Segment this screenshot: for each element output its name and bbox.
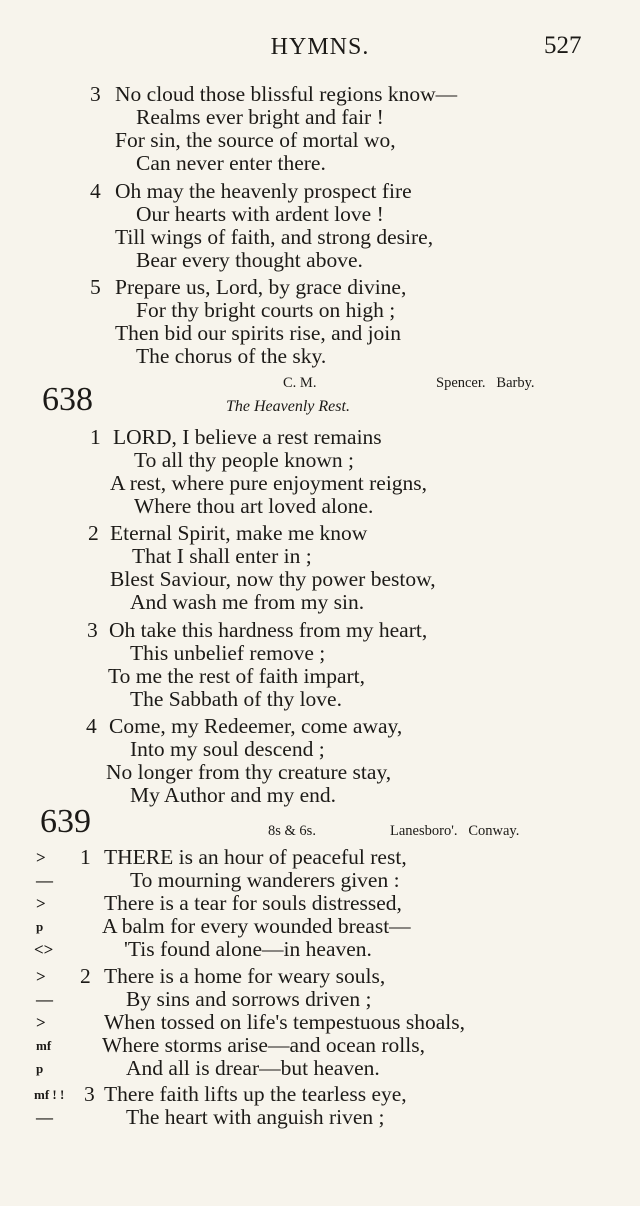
verse-line: Into my soul descend ; [130,737,325,761]
verse-line: Bear every thought above. [136,248,363,272]
verse-line: By sins and sorrows driven ; [126,987,372,1011]
dynamic-mark: > [36,848,46,867]
verse-line: Come, my Redeemer, come away, [109,714,403,738]
hymn-meter: C. M. [283,375,317,391]
verse-line: My Author and my end. [130,783,337,807]
verse-line: To me the rest of faith impart, [108,664,366,688]
hymn-meter: 8s & 6s. [268,823,316,839]
hymn-tunes: Lanesboro'. Conway. [390,823,520,839]
verse-line: Prepare us, Lord, by grace divine, [115,275,407,299]
hymn-number: 638 [42,381,93,418]
verse-line: When tossed on life's tempestuous shoals, [104,1010,465,1034]
verse-line: Our hearts with ardent love ! [136,202,384,226]
verse-number: 1 [80,845,91,869]
dynamic-mark: mf ! ! [34,1087,65,1102]
verse-line: No cloud those blissful regions know— [115,82,458,106]
verse-number: 3 [90,82,101,106]
verse-line: Where storms arise—and ocean rolls, [102,1033,425,1057]
verse-line: Realms ever bright and fair ! [136,105,384,129]
dynamic-mark: <> [34,940,54,959]
verse-line: THERE is an hour of peaceful rest, [104,845,407,869]
dynamic-mark: — [36,990,53,1009]
verse-line: There faith lifts up the tearless eye, [104,1082,407,1106]
verse-line: Where thou art loved alone. [134,494,374,518]
verse-line: Blest Saviour, now thy power bestow, [110,567,436,591]
verse-number: 2 [80,964,91,988]
dynamic-mark: p [36,1061,44,1076]
verse-number: 4 [90,179,101,203]
hymn-tunes: Spencer. Barby. [436,375,535,391]
verse-line: For sin, the source of mortal wo, [115,128,396,152]
verse-line: The heart with anguish riven ; [126,1105,385,1129]
verse-line: Till wings of faith, and strong desire, [115,225,434,249]
dynamic-mark: > [36,894,46,913]
dynamic-mark: — [36,871,53,890]
dynamic-mark: mf [36,1038,52,1053]
running-header-title: HYMNS. [270,34,370,60]
hymn-number: 639 [40,803,91,840]
verse-line: There is a tear for souls distressed, [104,891,402,915]
verse-number: 2 [88,521,99,545]
verse-line: The chorus of the sky. [136,344,327,368]
verse-line: 'Tis found alone—in heaven. [124,937,372,961]
verse-line: Oh take this hardness from my heart, [109,618,428,642]
page-number: 527 [544,32,582,59]
verse-line: To mourning wanderers given : [130,868,400,892]
dynamic-mark: > [36,967,46,986]
verse-number: 1 [90,425,101,449]
dynamic-mark: > [36,1013,46,1032]
dynamic-mark: p [36,919,44,934]
verse-line: There is a home for weary souls, [104,964,386,988]
dynamic-mark: — [36,1108,53,1127]
verse-line: Oh may the heavenly prospect fire [115,179,412,203]
verse-line: Can never enter there. [136,151,326,175]
verse-line: For thy bright courts on high ; [136,298,396,322]
verse-number: 3 [84,1082,95,1106]
verse-number: 5 [90,275,101,299]
verse-line: Then bid our spirits rise, and join [115,321,402,345]
verse-line: To all thy people known ; [134,448,355,472]
verse-number: 4 [86,714,97,738]
verse-line: And all is drear—but heaven. [126,1056,380,1080]
verse-line: That I shall enter in ; [132,544,312,568]
verse-line: The Sabbath of thy love. [130,687,342,711]
verse-line: A rest, where pure enjoyment reigns, [110,471,428,495]
verse-line: No longer from thy creature stay, [106,760,392,784]
verse-line: LORD, I believe a rest remains [113,425,382,449]
verse-number: 3 [87,618,98,642]
verse-line: This unbelief remove ; [130,641,326,665]
verse-line: And wash me from my sin. [130,590,365,614]
verse-line: Eternal Spirit, make me know [110,521,368,545]
verse-line: A balm for every wounded breast— [102,914,411,938]
hymn-title: The Heavenly Rest. [226,398,350,415]
